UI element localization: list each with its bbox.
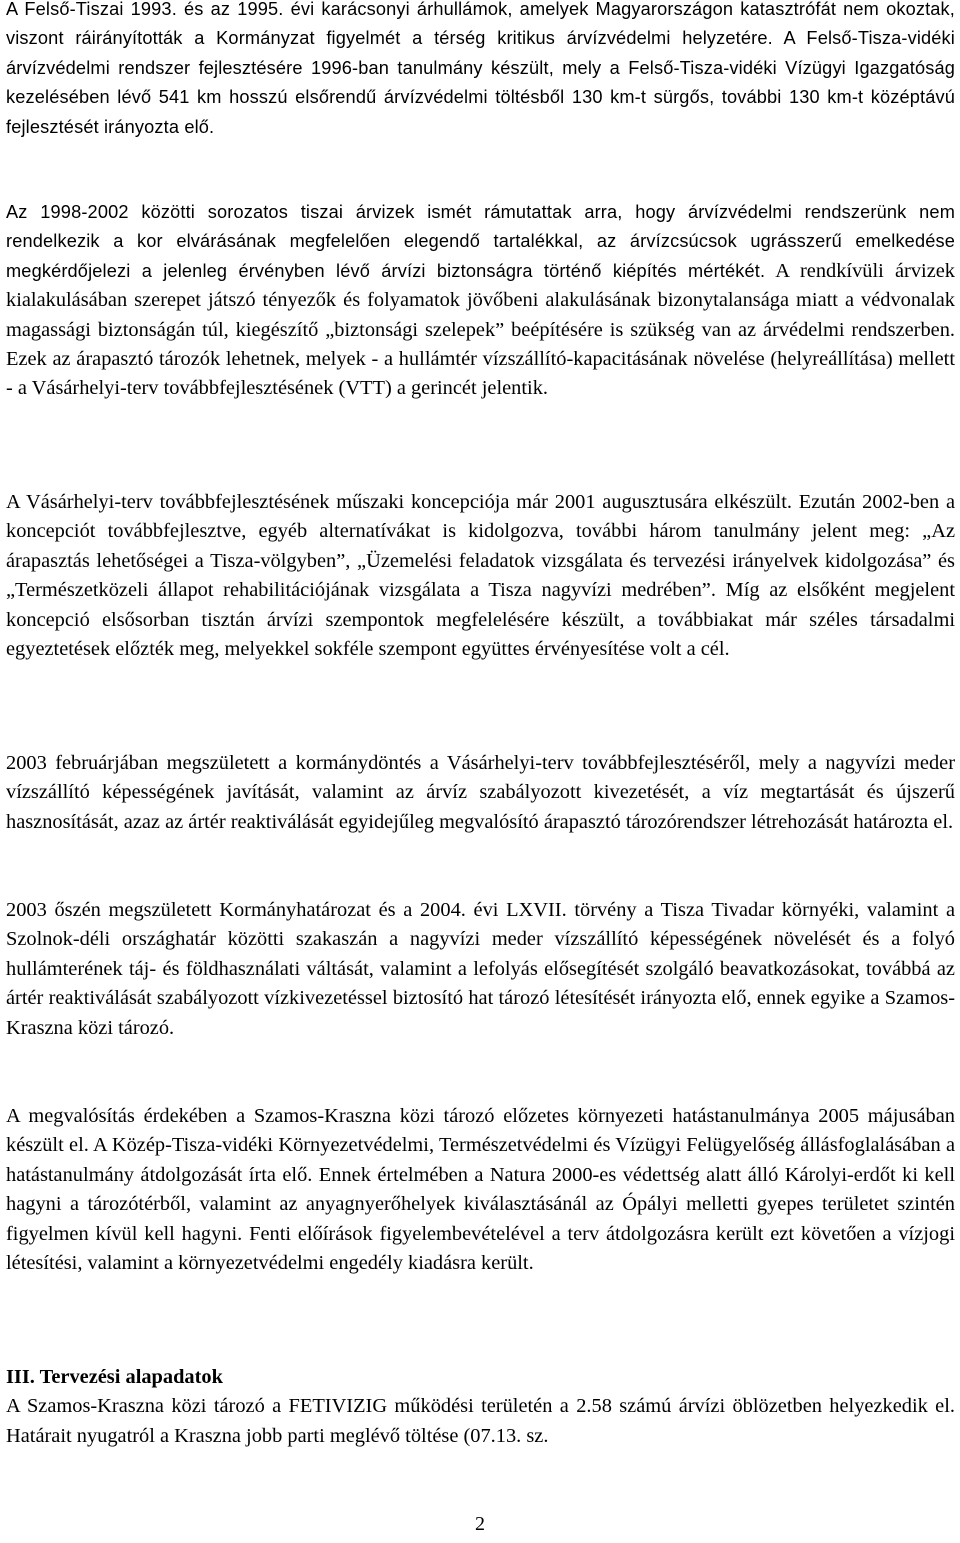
paragraph-2-serif-text: A rendkívüli árvizek kialakulásában szerepet játszó tényezők és folyamatok jövőbeni alakulásának bizonytalansága miatt a védvonalak magassági biztonságán túl, kiegészítő „biztonsági szelepek” beépítésére is szükség van az árvédelmi rendszerben. Ezek az árapasztó tározók lehetnek, melyek - a hullámtér vízszállító-kapacitásának növelése (helyreállítása) mellett - a Vásárhelyi-terv továbbfejlesztésének (VTT) a gerincét jelentik.	[6, 259, 956, 400]
paragraph-government-decision: 2003 februárjában megszületett a kormánydöntés a Vásárhelyi-terv továbbfejlesztéséről, mely a nagyvízi meder vízszállító képességének javítását, valamint az árvíz szabályozott kivezetését, a víz megtartását és újszerű hasznosítását, azaz az ártér reaktiválását egyidejűleg megvalósító árapasztó tározórendszer létrehozását határozta el.	[6, 752, 955, 833]
paragraph-1-text: A Felső-Tiszai 1993. és az 1995. évi karácsonyi árhullámok, amelyek Magyarországon katasztrófát nem okoztak, viszont ráirányították a Kormányzat figyelmét a térség kritikus árvízvédelmi helyzetére. A Felső-Tisza-vidéki árvízvédelmi rendszer fejlesztésére 1996-ban tanulmány készült, mely a Felső-Tisza-vidéki Vízügyi Igazgatóság kezelésében lévő 541 km hosszú elsőrendű árvízvédelmi töltésből 130 km-t sürgős, további 130 km-t középtávú fejlesztését irányozta elő.	[6, 0, 955, 137]
paragraph-impact-study: A megvalósítás érdekében a Szamos-Kraszna közi tározó előzetes környezeti hatástanulmánya 2005 májusában készült el. A Közép-Tisza-vidéki Környezetvédelmi, Természetvédelmi és Vízügyi Felügyelőség állásfoglalásában a hatástanulmány átdolgozását írta elő. Ennek értelmében a Natura 2000-es védettség alatt álló Károlyi-erdőt ki kell hagyni a tározótérből, valamint az anyagnyerőhelyek kiválasztásánál az Ópályi melletti gyepes területet szintén figyelmen kívül kell hagyni. Fenti előírások figyelembevételével a terv átdolgozásra került ezt követően a vízjogi létesítési, valamint a környezetvédelmi engedély kiadásra került.	[6, 1105, 955, 1275]
section-design-data	[6, 1363, 955, 1451]
paragraph-law: 2003 őszén megszületett Kormányhatározat és a 2004. évi LXVII. törvény a Tisza Tivadar környéki, valamint a Szolnok-déli országhatár közötti szakaszán a nagyvízi meder vízszállító képességének növelését és a folyó hullámterének táj- és földhasználati váltását, valamint a lefolyás elősegítését szolgáló beavatkozásokat, továbbá az ártér reaktiválását szabályozott vízkivezetéssel biztosító hat tározó létesítését irányozta elő, ennek egyike a Szamos-Kraszna közi tározó.	[6, 899, 955, 1039]
page-number: 2	[475, 1513, 485, 1535]
paragraph-flood-history	[6, 0, 955, 142]
paragraph-flood-series	[6, 198, 955, 404]
section-text: A Szamos-Kraszna közi tározó a FETIVIZIG működési területén a 2.58 számú árvízi öblözetben helyezkedik el. Határait nyugatról a Kraszna jobb parti meglévő töltése (07.13. sz.	[6, 1395, 955, 1447]
paragraph-vasarhelyi-concept: A Vásárhelyi-terv továbbfejlesztésének műszaki koncepciója már 2001 augusztusára elkészült. Ezután 2002-ben a koncepciót továbbfejlesztve, egyéb alternatívákat is kidolgozva, további három tanulmány jelent meg: „Az árapasztás lehetőségei a Tisza-völgyben”, „Üzemelési feladatok vizsgálata és tervezési irányelvek kidolgozása” és „Természetközeli állapot rehabilitációjának vizsgálata a Tisza nagyvízi medrében”. Míg az elsőként megjelent koncepció elsősorban tisztán árvízi szempontok megfelelésére készült, a továbbiakat már széles társadalmi egyeztetések előzték meg, melyekkel sokféle szempont együttes érvényesítése volt a cél.	[6, 491, 955, 661]
section-heading: III. Tervezési alapadatok	[6, 1366, 223, 1388]
paragraph-2-sans-text: Az 1998-2002 közötti sorozatos tiszai árvizek ismét rámutattak arra, hogy árvízvédelmi rendszerünk nem rendelkezik a kor elvárásának megfelelően elegendő tartalékkal, az árvízcsúcsok ugrásszerű emelkedése megkérdőjelezi a jelenleg érvényben lévő árvízi biztonságra történő kiépítés mértékét.	[6, 202, 955, 281]
